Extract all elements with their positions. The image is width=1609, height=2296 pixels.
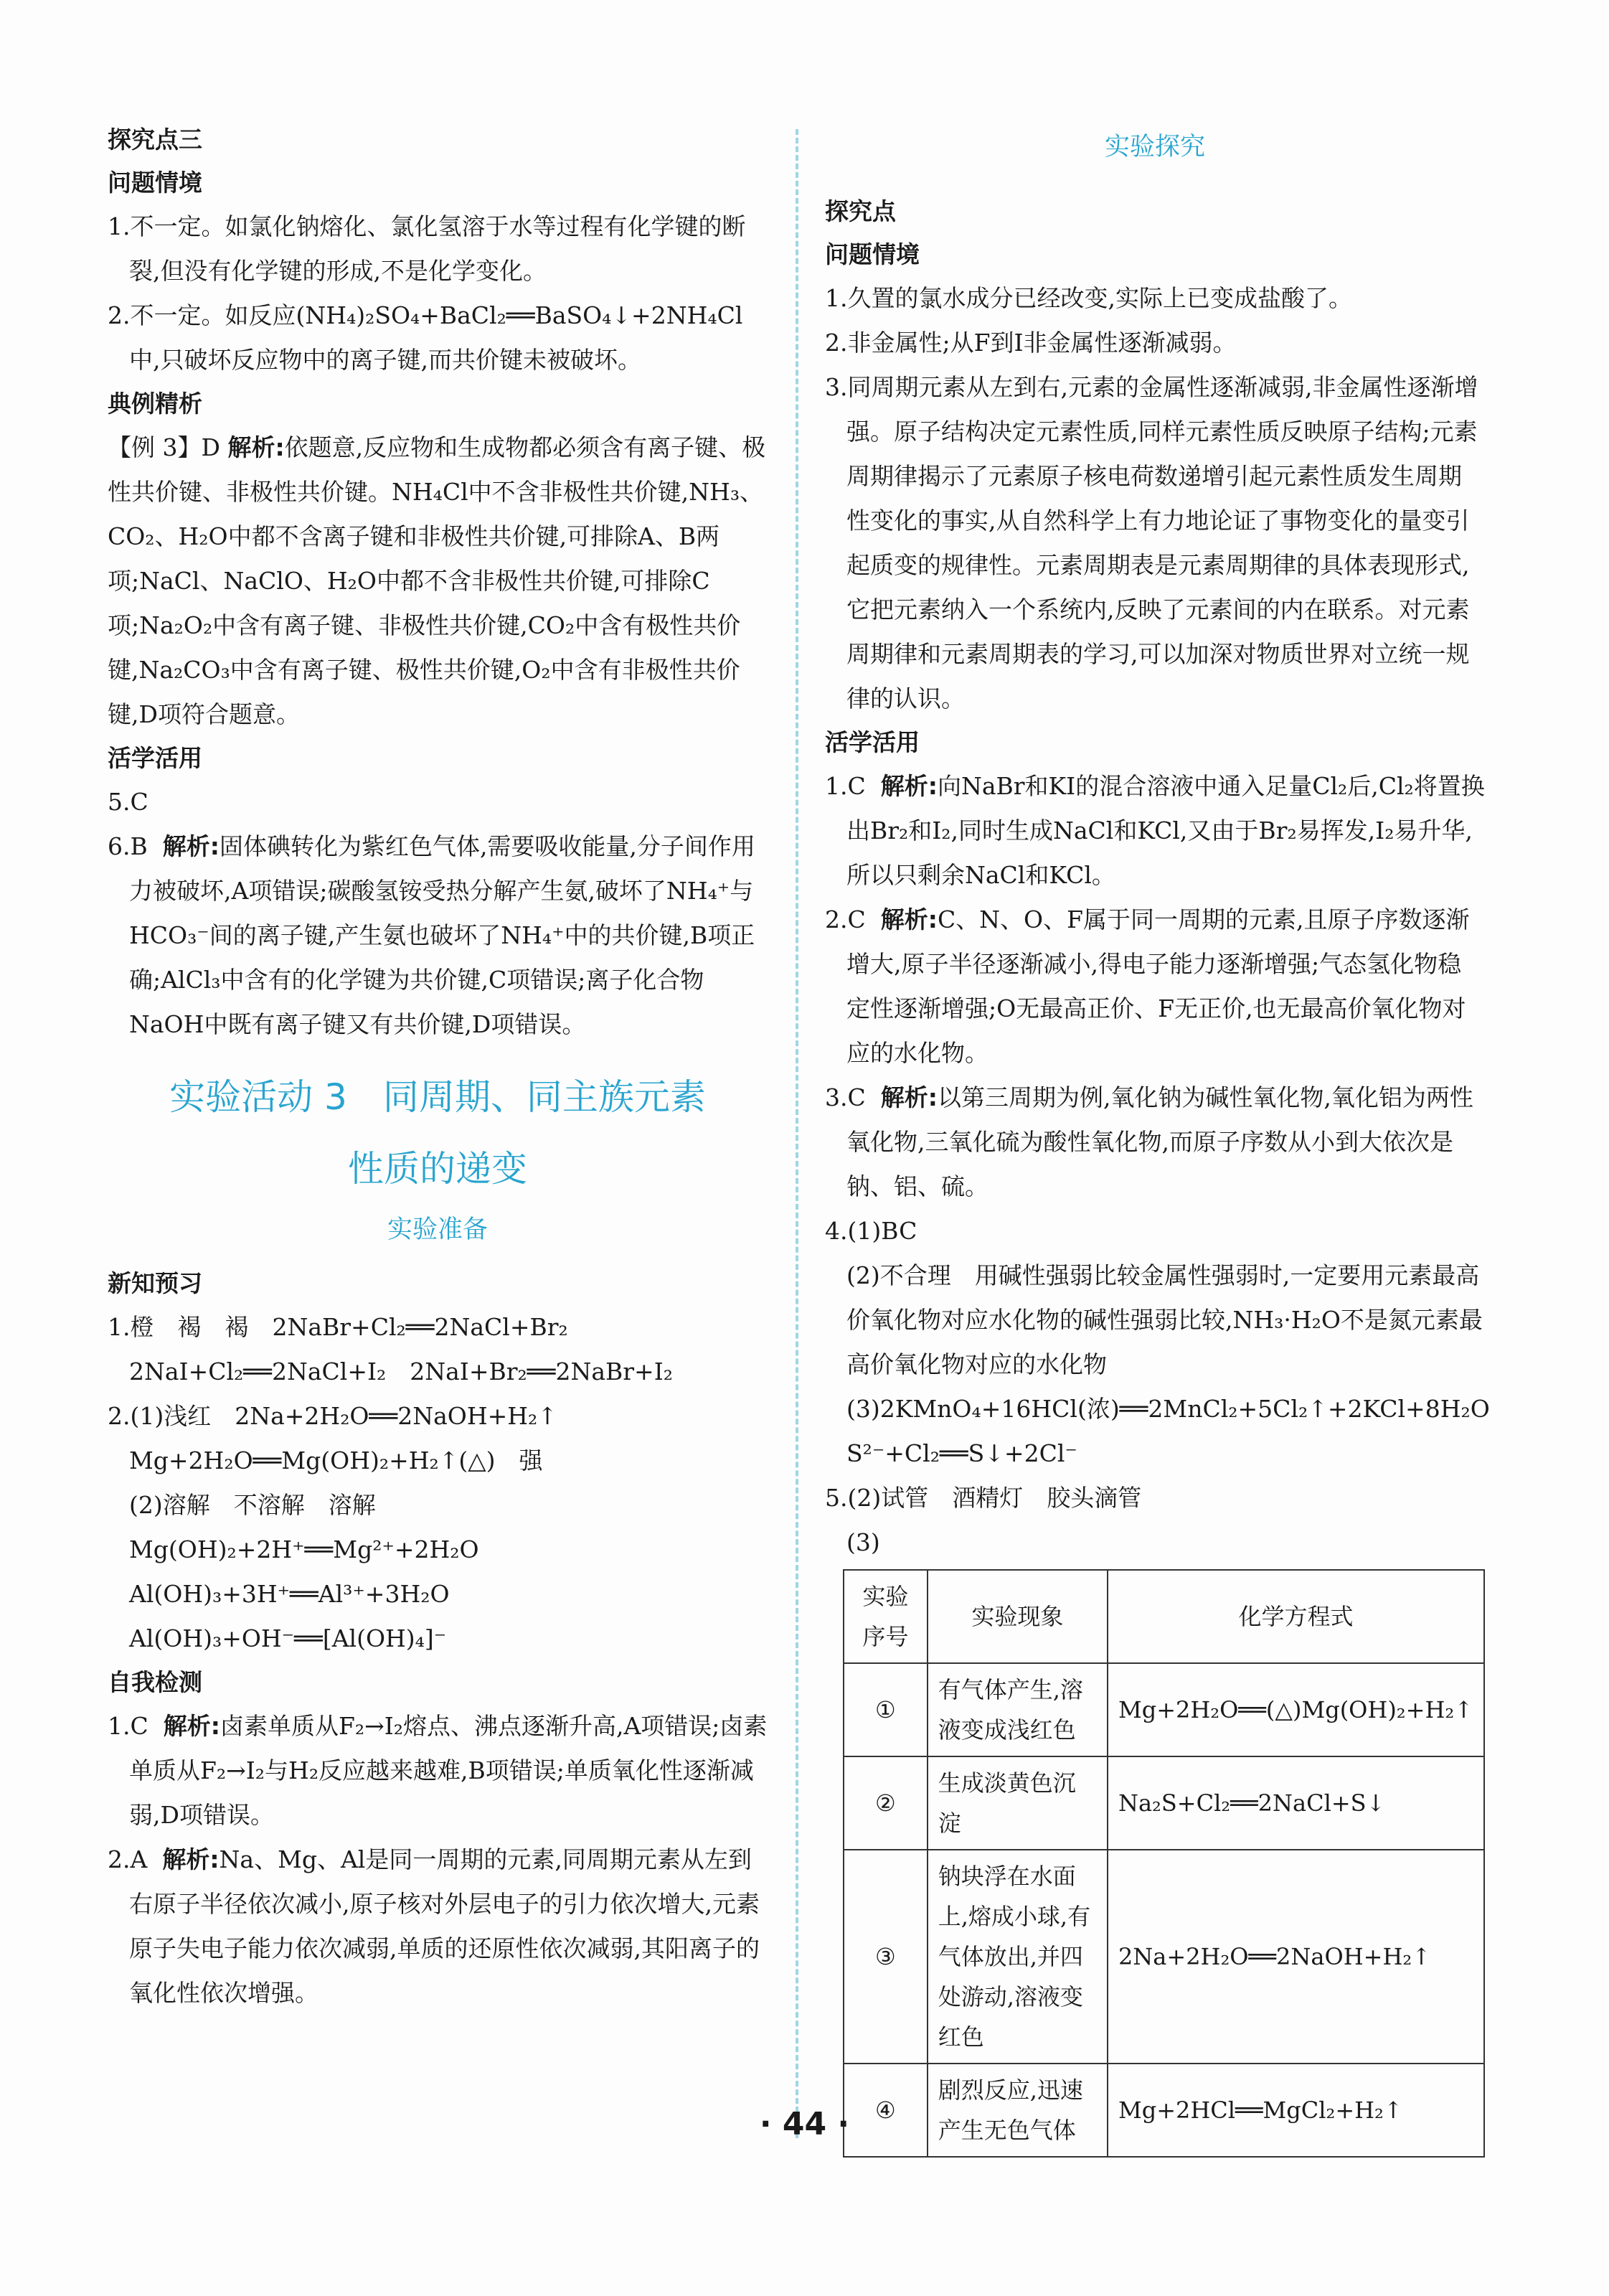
table-row	[844, 1663, 1484, 1756]
answer-number: 1.C	[825, 772, 866, 800]
example-tag: 【例 3】D	[108, 433, 220, 461]
answer-text: 固体碘转化为紫红色气体,需要吸收能量,分子间作用力被破坏,A项错误;碳酸氢铵受热分解产生氨,破坏了NH₄⁺与HCO₃⁻间的离子键,产生氨也破坏了NH₄⁺中的共价键,B项正确;AlCl₃中含有的化学键为共价键,C项错误;离子化合物NaOH中既有离子键又有共价键,D项错误。	[129, 832, 755, 1038]
q5-item: 5.(2)试管 酒精灯 胶头滴管	[825, 1484, 1142, 1512]
problem-item: 1.不一定。如氯化钠熔化、氯化氢溶于水等过程有化学键的断裂,但没有化学键的形成,不是化学变化。	[108, 212, 746, 285]
answer-text: Na、Mg、Al是同一周期的元素,同周期元素从左到右原子半径依次减小,原子核对外层电子的引力依次增大,元素原子失电子能力依次减弱,单质的还原性依次减弱,其阳离子的氧化性依次增强。	[129, 1845, 760, 2007]
preview-item: Mg(OH)₂+2H⁺══Mg²⁺+2H₂O	[129, 1535, 479, 1563]
column-divider	[796, 129, 798, 2138]
answer-item	[825, 1076, 1485, 1209]
answer-item	[108, 780, 768, 824]
problem-item: 2.不一定。如反应(NH₄)₂SO₄+BaCl₂══BaSO₄↓+2NH₄Cl中,只破坏反应物中的离子键,而共价键未被破坏。	[108, 301, 743, 374]
preview-item: Al(OH)₃+3H⁺══Al³⁺+3H₂O	[129, 1580, 450, 1608]
problem-item: 3.同周期元素从左到右,元素的金属性逐渐减弱,非金属性逐渐增强。原子结构决定元素性质,同样元素性质反映原子结构;元素周期律揭示了元素原子核电荷数递增引起元素性质发生周期性变化的事实,从自然科学上有力地论证了事物变化的量变引起质变的规律性。元素周期表是元素周期律的具体表现形式,它把元素纳入一个系统内,反映了元素间的内在联系。对元素周期律和元素周期表的学习,可以加深对物质世界对立统一规律的认识。	[825, 373, 1478, 712]
analysis-label: 解析:	[880, 772, 938, 800]
analysis-label: 解析:	[227, 433, 285, 461]
table-header: 实验序号	[844, 1570, 928, 1663]
table-cell-phenomenon: 有气体产生,溶液变成浅红色	[928, 1663, 1108, 1756]
activity-title-line1: 实验活动 3 同周期、同主族元素	[169, 1076, 706, 1118]
table-cell-equation: Mg+2H₂O══(△)Mg(OH)₂+H₂↑	[1108, 1663, 1484, 1756]
table-row	[844, 1850, 1484, 2064]
q4-item: (2)不合理 用碱性强弱比较金属性强弱时,一定要用元素最高价氧化物对应水化物的碱性强弱比较,NH₃·H₂O不是氮元素最高价氧化物对应的水化物	[846, 1261, 1483, 1378]
table-cell-id: ③	[844, 1850, 928, 2064]
answer-number: 3.C	[825, 1083, 866, 1111]
table-header-row	[844, 1570, 1484, 1663]
preview-item: 2.(1)浅红 2Na+2H₂O══2NaOH+H₂↑ Mg+2H₂O══Mg(OH)₂+H₂↑(△) 强	[108, 1402, 581, 1474]
answer-number: 2.A	[108, 1845, 148, 1873]
answer-text: 向NaBr和KI的混合溶液中通入足量Cl₂后,Cl₂将置换出Br₂和I₂,同时生成NaCl和KCl,又由于Br₂易挥发,I₂易升华,所以只剩余NaCl和KCl。	[846, 772, 1485, 889]
q4-item: (3)2KMnO₄+16HCl(浓)══2MnCl₂+5Cl₂↑+2KCl+8H₂O S²⁻+Cl₂══S↓+2Cl⁻	[846, 1395, 1514, 1467]
table-cell-phenomenon: 生成淡黄色沉淀	[928, 1756, 1108, 1850]
answer-item	[825, 764, 1485, 898]
answer-number: 1.C	[108, 1712, 148, 1740]
section-heading-problem: 问题情境	[108, 169, 202, 197]
table-cell-phenomenon: 剧烈反应,迅速产生无色气体	[928, 2064, 1108, 2157]
table-cell-equation: Na₂S+Cl₂══2NaCl+S↓	[1108, 1756, 1484, 1850]
analysis-label: 解析:	[162, 832, 220, 860]
answer-text: C、N、O、F属于同一周期的元素,且原子序数逐渐增大,原子半径逐渐减小,得电子能力逐渐增强;气态氢化物稳定性逐渐增强;O无最高正价、F无正价,也无最高价氧化物对应的水化物。	[846, 905, 1470, 1067]
selfcheck-item	[108, 1838, 768, 2015]
experiment-table	[843, 1569, 1485, 2158]
analysis-label: 解析:	[880, 905, 938, 933]
table-header: 实验现象	[928, 1570, 1108, 1663]
table-cell-id: ①	[844, 1663, 928, 1756]
answer-number: 6.B	[108, 832, 148, 860]
answer-item	[108, 824, 768, 1047]
section-heading-preview: 新知预习	[108, 1269, 202, 1297]
answer-number: 5.C	[108, 788, 148, 816]
answer-number: 2.C	[825, 905, 866, 933]
section-heading-example: 典例精析	[108, 390, 202, 418]
example-block	[108, 425, 768, 737]
prep-subtitle: 实验准备	[387, 1215, 488, 1244]
right-column	[825, 118, 1514, 2158]
q5-sub: (3)	[846, 1528, 880, 1556]
table-cell-phenomenon: 钠块浮在水面上,熔成小球,有气体放出,并四处游动,溶液变红色	[928, 1850, 1108, 2064]
activity-title-line2: 性质的递变	[348, 1148, 527, 1190]
table-cell-id: ④	[844, 2064, 928, 2157]
problem-item: 1.久置的氯水成分已经改变,实际上已变成盐酸了。	[825, 284, 1352, 312]
section-heading-apply: 活学活用	[108, 744, 202, 772]
section-heading-point: 探究点	[825, 197, 896, 225]
section-heading-explore3: 探究点三	[108, 126, 202, 154]
left-column	[108, 118, 768, 2015]
selfcheck-item	[108, 1704, 768, 1838]
problem-item: 2.非金属性;从F到I非金属性逐渐减弱。	[825, 329, 1237, 357]
table-header: 化学方程式	[1108, 1570, 1484, 1663]
q4-item: 4.(1)BC	[825, 1217, 917, 1245]
analysis-label: 解析:	[880, 1083, 938, 1111]
analysis-label: 解析:	[163, 1712, 220, 1740]
example-text: 依题意,反应物和生成物都必须含有离子键、极性共价键、非极性共价键。NH₄Cl中不含非极性共价键,NH₃、CO₂、H₂O中都不含离子键和非极性共价键,可排除A、B两项;NaCl、NaClO、H₂O中都不含非极性共价键,可排除C项;Na₂O₂中含有离子键、非极性共价键,CO₂中含有极性共价键,Na₂CO₃中含有离子键、极性共价键,O₂中含有非极性共价键,D项符合题意。	[108, 433, 766, 728]
preview-item: 1.橙 褐 褐 2NaBr+Cl₂══2NaCl+Br₂ 2NaI+Cl₂══2NaCl+I₂ 2NaI+Br₂══2NaBr+I₂	[108, 1313, 673, 1385]
section-heading-apply: 活学活用	[825, 728, 920, 756]
answer-item	[825, 898, 1485, 1076]
analysis-label: 解析:	[162, 1845, 220, 1873]
table-cell-id: ②	[844, 1756, 928, 1850]
answer-text: 以第三周期为例,氧化钠为碱性氧化物,氧化铝为两性氧化物,三氧化硫为酸性氧化物,而原子序数从小到大依次是钠、铝、硫。	[846, 1083, 1473, 1200]
section-heading-selfcheck: 自我检测	[108, 1668, 202, 1696]
section-title-experiment: 实验探究	[1104, 133, 1205, 161]
section-heading-problem: 问题情境	[825, 240, 920, 268]
preview-item: Al(OH)₃+OH⁻══[Al(OH)₄]⁻	[129, 1624, 447, 1652]
table-cell-equation: Mg+2HCl══MgCl₂+H₂↑	[1108, 2064, 1484, 2157]
table-cell-equation: 2Na+2H₂O══2NaOH+H₂↑	[1108, 1850, 1484, 2064]
page-number: · 44 ·	[759, 2106, 850, 2142]
table-row	[844, 1756, 1484, 1850]
preview-item: (2)溶解 不溶解 溶解	[129, 1491, 376, 1519]
answer-text: 卤素单质从F₂→I₂熔点、沸点逐渐升高,A项错误;卤素单质从F₂→I₂与H₂反应越来越难,B项错误;单质氧化性逐渐减弱,D项错误。	[129, 1712, 768, 1829]
